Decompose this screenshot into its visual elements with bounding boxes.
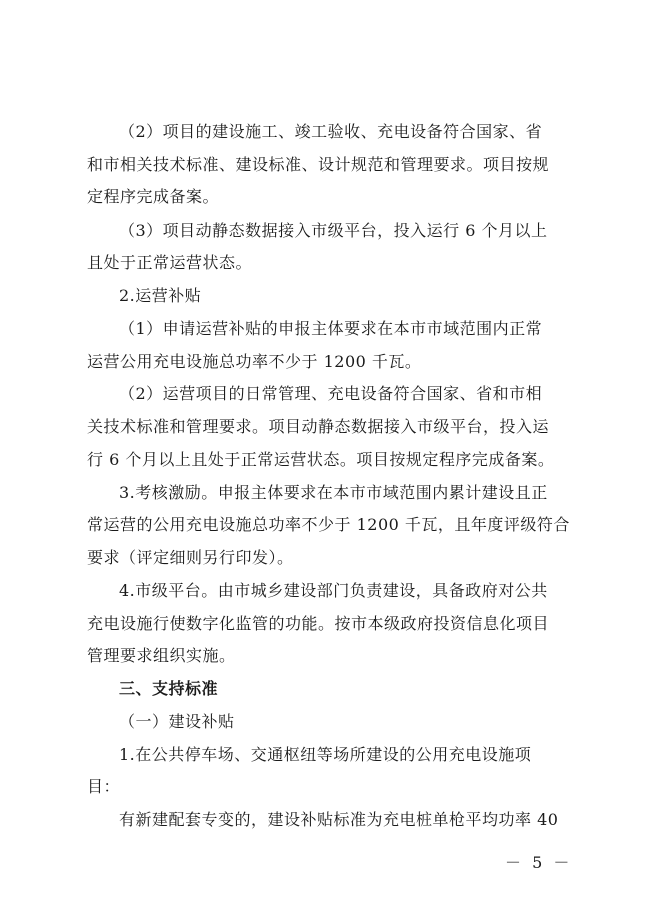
paragraph-line: 目：: [87, 777, 121, 796]
paragraph-line: （2）项目的建设施工、竣工验收、充电设备符合国家、省: [119, 122, 543, 141]
paragraph-line: 行 6 个月以上且处于正常运营状态。项目按规定程序完成备案。: [87, 450, 555, 469]
paragraph-line: 定程序完成备案。: [87, 187, 220, 206]
paragraph-line: 常运营的公用充电设施总功率不少于 1200 千瓦，且年度评级符合: [87, 515, 570, 534]
paragraph-line: 充电设施行使数字化监管的功能。按市本级政府投资信息化项目: [87, 614, 550, 633]
page-number: － 5 －: [505, 853, 573, 872]
paragraph-line: （1）申请运营补贴的申报主体要求在本市市域范围内正常: [119, 319, 543, 338]
paragraph-line: 关技术标准和管理要求。项目动静态数据接入市级平台，投入运: [87, 417, 550, 436]
paragraph-line: 运营公用充电设施总功率不少于 1200 千瓦。: [87, 352, 422, 371]
paragraph-line: 和市相关技术标准、建设标准、设计规范和管理要求。项目按规: [87, 155, 550, 174]
paragraph-line: 管理要求组织实施。: [87, 646, 236, 665]
paragraph-line: 1.在公共停车场、交通枢纽等场所建设的公用充电设施项: [119, 745, 532, 764]
paragraph-line: 且处于正常运营状态。: [87, 253, 253, 272]
paragraph-line: 4.市级平台。由市城乡建设部门负责建设，具备政府对公共: [119, 581, 548, 600]
paragraph-line: 3.考核激励。申报主体要求在本市市域范围内累计建设且正: [119, 483, 548, 502]
section-heading: 2.运营补贴: [119, 286, 202, 305]
paragraph-line: 要求（评定细则另行印发）。: [87, 548, 294, 567]
subsection-heading: （一）建设补贴: [119, 712, 235, 731]
paragraph-line: （2）运营项目的日常管理、充电设备符合国家、省和市相: [119, 384, 543, 403]
section-heading: 三、支持标准: [119, 679, 219, 698]
paragraph-line: （3）项目动静态数据接入市级平台，投入运行 6 个月以上: [119, 221, 548, 240]
paragraph-line: 有新建配套专变的，建设补贴标准为充电桩单枪平均功率 40: [119, 810, 559, 829]
